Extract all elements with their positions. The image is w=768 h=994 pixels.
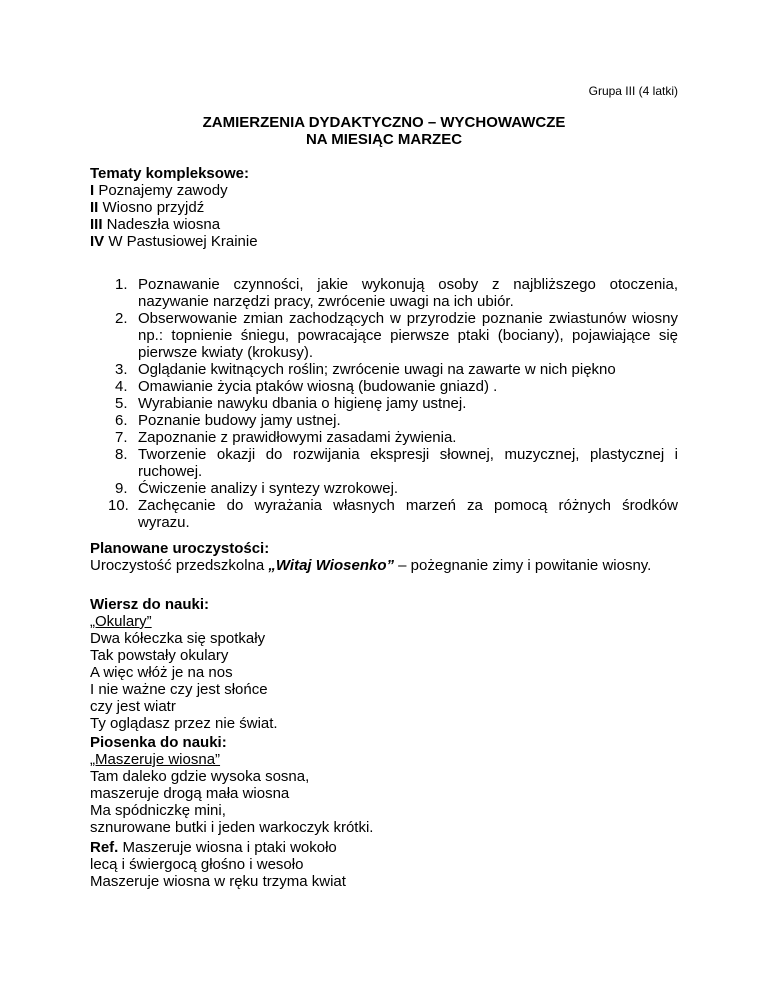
goal-text: Wyrabianie nawyku dbania o higienę jamy ustnej. [138,395,467,412]
celebrations-section [90,540,678,574]
goal-number: 9. [115,480,128,497]
goals-list [90,276,678,531]
goal-item [90,497,678,531]
topic-item [90,233,678,250]
goal-number: 1. [115,276,128,293]
title-line-2: NA MIESIĄC MARZEC [305,131,463,148]
topic-numeral: II [90,199,99,216]
topic-text: Wiosno przyjdź [98,199,205,216]
topic-numeral: IV [90,233,105,250]
celebrations-text [90,557,678,574]
group-label: Grupa III (4 latki) [588,84,678,98]
refrain-line: lecą i świergocą głośno i wesoło [90,856,304,873]
goal-item [90,395,678,412]
goal-number: 4. [115,378,128,395]
song-line: Tam daleko gdzie wysoka sosna, [90,768,310,785]
celebrations-suffix: – pożegnanie zimy i powitanie wiosny. [393,557,652,574]
poem-line: A więc włóż je na nos [90,664,233,681]
poem-line: czy jest wiatr [90,698,176,715]
refrain-first-line [90,839,678,856]
song-section [90,734,678,836]
goal-number: 5. [115,395,128,412]
goal-item [90,310,678,361]
goal-item [90,446,678,480]
poem-section [90,596,678,732]
poem-heading: Wiersz do nauki: [90,596,210,613]
refrain-text: Maszeruje wiosna i ptaki wokoło [118,839,337,856]
topics-heading: Tematy kompleksowe: [90,165,249,182]
goal-number: 10. [108,497,129,514]
goal-item [90,429,678,446]
refrain-line: Maszeruje wiosna w ręku trzyma kwiat [90,873,346,890]
refrain-label: Ref. [90,839,119,856]
topic-item [90,182,678,199]
refrain-section [90,839,678,890]
topic-item [90,199,678,216]
goal-item [90,480,678,497]
goal-number: 8. [115,446,128,463]
topic-item [90,216,678,233]
song-line: maszeruje drogą mała wiosna [90,785,290,802]
goal-text: Omawianie życia ptaków wiosną (budowanie gniazd) . [138,378,498,395]
poem-line: Dwa kółeczka się spotkały [90,630,266,647]
goal-number: 7. [115,429,128,446]
goal-text: Poznawanie czynności, jakie wykonują osoby z najbliższego otoczenia, nazywanie narzędzi pracy, zwrócenie uwagi na ich ubiór. [138,276,678,310]
topic-numeral: I [90,182,95,199]
song-heading: Piosenka do nauki: [90,734,227,751]
song-line: Ma spódniczkę mini, [90,802,226,819]
poem-line: Ty oglądasz przez nie świat. [90,715,278,732]
goal-text: Obserwowanie zmian zachodzących w przyrodzie poznanie zwiastunów wiosny np.: topnienie śniegu, powracające pierwsze ptaki (bociany), pojawiające się pierwsze kwiaty (krokusy). [138,310,678,361]
topic-text: Nadeszła wiosna [102,216,221,233]
celebrations-heading: Planowane uroczystości: [90,540,270,557]
event-name: „Witaj Wiosenko” [268,557,394,574]
goal-item [90,412,678,429]
song-line: sznurowane butki i jeden warkoczyk krótki. [90,819,374,836]
song-title: „Maszeruje wiosna” [90,751,221,768]
topic-text: Poznajemy zawody [94,182,228,199]
celebrations-prefix: Uroczystość przedszkolna [90,557,269,574]
poem-line: I nie ważne czy jest słońce [90,681,268,698]
goal-text: Oglądanie kwitnących roślin; zwrócenie uwagi na zawarte w nich piękno [138,361,616,378]
topics-section [90,165,678,250]
goal-number: 2. [115,310,128,327]
goal-item [90,361,678,378]
goal-text: Tworzenie okazji do rozwijania ekspresji słownej, muzycznej, plastycznej i ruchowej. [138,446,678,480]
document-title [90,114,678,148]
goal-text: Zachęcanie do wyrażania własnych marzeń za pomocą różnych środków wyrazu. [138,497,678,531]
topic-text: W Pastusiowej Krainie [104,233,258,250]
goals-section [90,276,678,531]
goal-text: Poznanie budowy jamy ustnej. [138,412,341,429]
goal-item [90,378,678,395]
goal-text: Ćwiczenie analizy i syntezy wzrokowej. [138,480,399,497]
goal-number: 6. [115,412,128,429]
goal-text: Zapoznanie z prawidłowymi zasadami żywienia. [138,429,457,446]
goal-number: 3. [115,361,128,378]
goal-item [90,276,678,310]
topic-numeral: III [90,216,103,233]
poem-title: „Okulary” [90,613,152,630]
title-line-1: ZAMIERZENIA DYDAKTYCZNO – WYCHOWAWCZE [202,114,566,131]
poem-line: Tak powstały okulary [90,647,229,664]
